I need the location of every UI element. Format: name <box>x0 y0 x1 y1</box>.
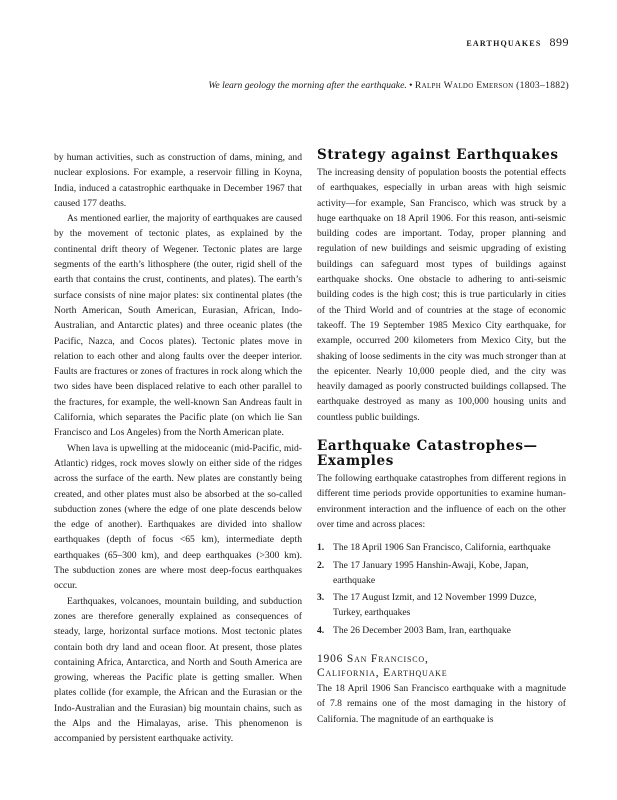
list-text: The 18 April 1906 San Francisco, California, earthquake <box>333 542 551 554</box>
section-heading-strategy: Strategy against Earthquakes <box>317 147 559 163</box>
list-text: The 17 August Izmit, and 12 November 1999 Duzce, Turkey, earthquakes <box>333 592 537 619</box>
paragraph: Earthquakes, volcanoes, mountain building, and subduction zones are therefore generally explained as consequences of steady, large, horizontal surface motions. Most tectonic plates contain both dry land and ocean floor. At present, those plates containing Africa, Antarctica, and North and South America are growing, whereas the Pacific plate is getting smaller. When plates collide (for example, the African and the Eurasian or the Indo-Australian and the Eurasian) big mountain chains, such as the Alps and the Himalayas, arise. This phenomenon is accompanied by persistent earthquake activity. <box>54 595 302 745</box>
list-number: 3. <box>317 592 325 604</box>
list-text: The 17 January 1995 Hanshin-Awaji, Kobe, Japan, earthquake <box>333 559 529 586</box>
subsection-heading-sf <box>317 652 566 680</box>
list-item <box>317 623 566 638</box>
list-item <box>317 558 566 589</box>
catastrophe-list <box>317 540 566 638</box>
running-head <box>466 35 569 50</box>
list-number: 1. <box>317 542 325 554</box>
epigraph-quote: We learn geology the morning after the earthquake. <box>208 80 407 91</box>
paragraph: As mentioned earlier, the majority of earthquakes are caused by the movement of tectonic plates, as explained by the continental drift theory of Wegener. Tectonic plates are large segments of the earth’s lithosphere (the outer, rigid shell of the earth that contains the crust, continents, and plates). The earth’s surface consists of nine major plates: six continental plates (the North American, South American, Eurasian, African, Indo-Australian, and Antarctic plates) and three oceanic plates (the Pacific, Nazca, and Cocos plates). Tectonic plates move in relation to each other and along faults over the deeper interior. Faults are fractures or zones of fractures in rock along which the two sides have been displaced relative to each other parallel to the fractures, for example, the well-known San Andreas fault in California, which separates the Pacific plate (on which lie San Francisco and Los Angeles) from the North American plate. <box>54 213 302 439</box>
paragraph: The following earthquake catastrophes from different regions in different time periods provide opportunities to examine human-environment interaction and the influence of each on the other over time and across places: <box>317 473 566 530</box>
paragraph: When lava is upwelling at the midoceanic (mid-Pacific, mid-Atlantic) ridges, rock moves slowly on either side of the ridges across the surface of the earth. New plates are constantly being created, and other plates must also be absorbed at the so-called subduction zones (where the edge of one plate descends below the edge of another). Earthquakes are divided into shallow earthquakes (depth of focus <65 km), intermediate depth earthquakes (65–300 km), and deep earthquakes (>300 km). The subduction zones are where most deep-focus earthquakes occur. <box>54 442 302 592</box>
subsection-heading-line: 1906 San Francisco, <box>317 653 429 666</box>
right-column <box>317 148 566 727</box>
paragraph: The increasing density of population boosts the potential effects of earthquakes, especially in urban areas with high seismic activity—for example, San Francisco, which was struck by a huge earthquake on 18 April 1906. For this reason, anti-seismic building codes are important. Today, proper planning and regulation of new buildings and seismic upgrading of existing buildings can safeguard most types of buildings against earthquake shocks. One obstacle to adhering to anti-seismic building codes is the high cost; this is true particularly in cities of the Third World and of countries at the stage of economic takeoff. The 19 September 1985 Mexico City earthquake, for example, occurred 200 kilometers from Mexico City, but the shaking of loose sediments in the city was much stronger than at the epicenter. Nearly 10,000 people died, and the city was heavily damaged as poorly constructed buildings collapsed. The earthquake destroyed as many as 100,000 housing units and countless public buildings. <box>317 167 566 423</box>
paragraph: by human activities, such as construction of dams, mining, and nuclear explosions. For example, a reservoir filling in Koyna, India, induced a catastrophic earthquake in December 1967 that caused 177 deaths. <box>54 152 302 209</box>
list-item <box>317 590 566 621</box>
list-number: 2. <box>317 559 325 571</box>
left-column <box>54 150 302 747</box>
epigraph-source: Ralph Waldo Emerson (1803–1882) <box>414 80 569 91</box>
page-number: 899 <box>549 35 569 49</box>
paragraph: The 18 April 1906 San Francisco earthquake with a magnitude of 7.8 remains one of the most damaging in the history of California. The magnitude of an earthquake is <box>317 683 566 725</box>
epigraph-bullet: • <box>409 80 413 91</box>
subsection-heading-line: California, Earthquake <box>317 667 448 680</box>
list-item <box>317 540 566 555</box>
running-head-title: earthquakes <box>466 37 542 49</box>
list-number: 4. <box>317 624 325 636</box>
epigraph <box>208 80 569 91</box>
section-heading-catastrophes: Earthquake Catastrophes—Examples <box>317 438 538 470</box>
list-text: The 26 December 2003 Bam, Iran, earthquake <box>333 624 511 636</box>
